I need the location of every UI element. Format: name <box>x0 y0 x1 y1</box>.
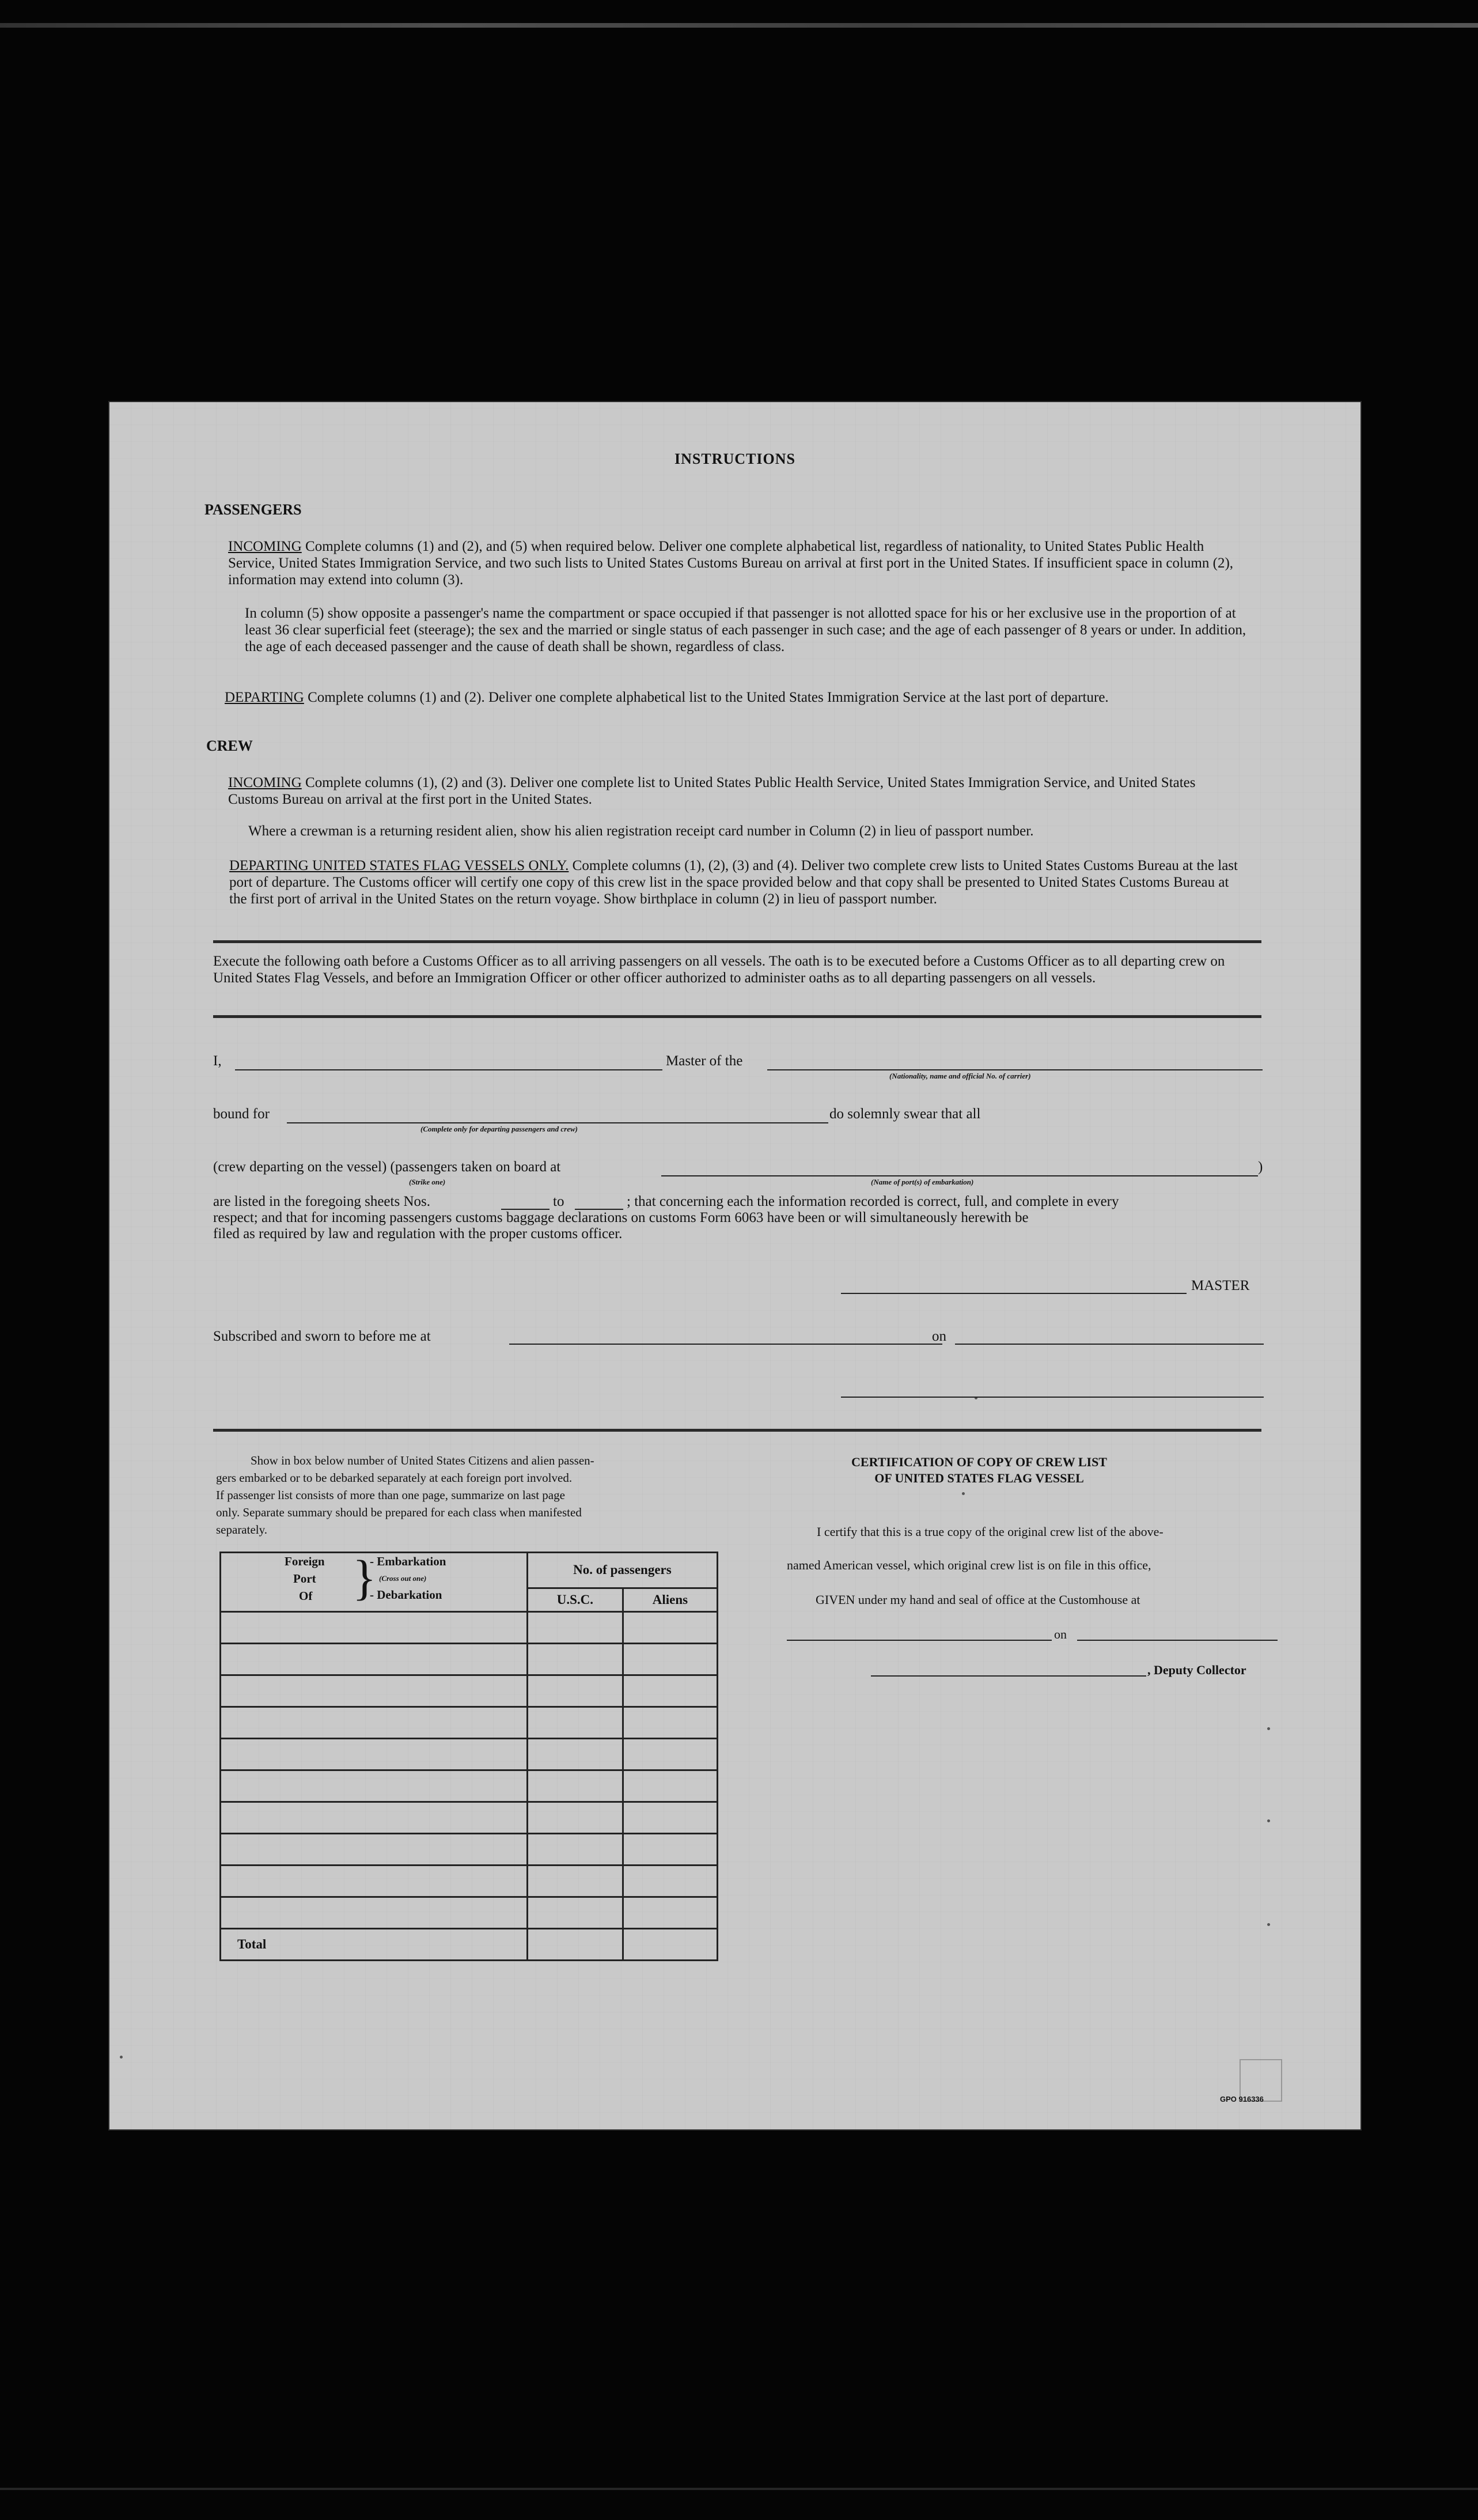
speck <box>962 1492 965 1495</box>
crew-heading: CREW <box>206 737 253 754</box>
oath-master-of-label: Master of the <box>666 1053 743 1069</box>
deputy-collector-label: , Deputy Collector <box>1147 1663 1246 1677</box>
customhouse-field[interactable] <box>787 1640 1052 1641</box>
aliens-cell[interactable] <box>623 1739 717 1770</box>
crew-resident-paragraph: Where a crewman is a returning resident alien, show his alien registration receipt card number in Column (2) in lieu of passport number. <box>248 823 1034 839</box>
total-label: Total <box>221 1929 528 1961</box>
total-usc-cell[interactable] <box>527 1929 623 1961</box>
listed-sheets-label: are listed in the foregoing sheets Nos. <box>213 1194 430 1209</box>
port-cell[interactable] <box>221 1644 528 1675</box>
port-cell[interactable] <box>221 1834 528 1866</box>
divider-rule <box>213 1429 1261 1432</box>
summary-instructions <box>216 1452 723 1538</box>
listed-text-2: respect; and that for incoming passengers customs baggage declarations on customs Form 6063 have been or will simultaneously herewith be <box>213 1210 1029 1225</box>
crew-departing-text: (crew departing on the vessel) (passengers taken on board at <box>213 1159 561 1175</box>
certification-date-field[interactable] <box>1077 1640 1278 1641</box>
usc-cell[interactable] <box>527 1739 623 1770</box>
oath-i-label: I, <box>213 1053 222 1069</box>
passengers-departing-paragraph <box>225 689 1248 706</box>
passengers-incoming-paragraph <box>228 538 1248 588</box>
aliens-cell[interactable] <box>623 1866 717 1897</box>
passengers-incoming-label: INCOMING <box>228 539 302 554</box>
usc-cell[interactable] <box>527 1770 623 1802</box>
footer-code: GPO 916336 <box>1220 2095 1264 2103</box>
divider-rule <box>213 940 1261 943</box>
aliens-cell[interactable] <box>623 1612 717 1644</box>
summary-line: If passenger list consists of more than one page, summarize on last page <box>216 1488 565 1502</box>
document-page <box>109 402 1360 2129</box>
usc-cell[interactable] <box>527 1802 623 1834</box>
aliens-cell[interactable] <box>623 1834 717 1866</box>
certification-title-line: OF UNITED STATES FLAG VESSEL <box>874 1471 1084 1485</box>
speck <box>975 1397 977 1399</box>
debarkation-label: - Debarkation <box>370 1588 442 1602</box>
certification-title-line: CERTIFICATION OF COPY OF CREW LIST <box>851 1455 1107 1469</box>
summary-line: gers embarked or to be debarked separately at each foreign port involved. <box>216 1471 573 1485</box>
certification-line-2: named American vessel, which original crew list is on file in this office, <box>787 1558 1151 1572</box>
aliens-cell[interactable] <box>623 1770 717 1802</box>
port-label: Port <box>293 1572 316 1586</box>
usc-cell[interactable] <box>527 1612 623 1644</box>
port-note: (Name of port(s) of embarkation) <box>871 1178 974 1186</box>
strike-one-note: (Strike one) <box>409 1178 446 1186</box>
usc-cell[interactable] <box>527 1834 623 1866</box>
passenger-summary-table <box>219 1552 718 1961</box>
usc-cell[interactable] <box>527 1897 623 1929</box>
master-name-field[interactable] <box>235 1069 662 1070</box>
of-label: Of <box>299 1589 313 1603</box>
aliens-cell[interactable] <box>623 1897 717 1929</box>
foreign-label: Foreign <box>285 1554 325 1568</box>
film-edge-bottom <box>0 2488 1478 2490</box>
aliens-cell[interactable] <box>623 1675 717 1707</box>
port-cell[interactable] <box>221 1612 528 1644</box>
film-edge <box>0 23 1478 28</box>
close-paren: ) <box>1258 1159 1263 1175</box>
passengers-incoming-text: Complete columns (1) and (2), and (5) when required below. Deliver one complete alphabetical list, regardless of nationality, to United States Public Health Service, United States Immigration Service, and two such lists to United States Customs Bureau on arrival at first port in the United States. If insufficient space in column (2), information may extend into column (3). <box>228 539 1234 588</box>
certification-line-1: I certify that this is a true copy of the original crew list of the above- <box>817 1524 1164 1539</box>
certification-line-3: GIVEN under my hand and seal of office at the Customhouse at <box>816 1592 1140 1607</box>
passengers-heading: PASSENGERS <box>204 501 302 518</box>
usc-cell[interactable] <box>527 1866 623 1897</box>
brace-glyph: } <box>353 1550 377 1605</box>
crew-incoming-text: Complete columns (1), (2) and (3). Deliver one complete list to United States Public Health Service, United States Immigration Service, and United States Customs Bureau on arrival at the first port in the United States. <box>228 775 1196 807</box>
page-title: INSTRUCTIONS <box>674 451 795 467</box>
summary-line: Show in box below number of United States Citizens and alien passen- <box>251 1454 594 1467</box>
speck <box>120 2056 123 2059</box>
no-passengers-header: No. of passengers <box>527 1553 717 1588</box>
port-cell[interactable] <box>221 1866 528 1897</box>
crew-departing-text: Complete columns (1), (2), (3) and (4). Deliver two complete crew lists to United States Customs Bureau at the last port of departure. The Customs officer will certify one copy of this crew list in the space provided below and that copy shall be presented to United States Customs Bureau at the first port of arrival in the United States on the return voyage. Show birthplace in column (2) in lieu of passport number. <box>229 858 1238 907</box>
carrier-field[interactable] <box>767 1069 1263 1070</box>
port-cell[interactable] <box>221 1897 528 1929</box>
divider-rule <box>213 1015 1261 1018</box>
embarkation-port-field[interactable] <box>661 1175 1258 1176</box>
total-aliens-cell[interactable] <box>623 1929 717 1961</box>
port-cell[interactable] <box>221 1675 528 1707</box>
aliens-cell[interactable] <box>623 1644 717 1675</box>
passengers-departing-text: Complete columns (1) and (2). Deliver one complete alphabetical list to the United States Immigration Service at the last port of departure. <box>308 690 1109 705</box>
deputy-signature-field[interactable] <box>871 1675 1146 1677</box>
usc-cell[interactable] <box>527 1644 623 1675</box>
port-cell[interactable] <box>221 1707 528 1739</box>
speck <box>1267 1727 1270 1730</box>
crew-incoming-label: INCOMING <box>228 775 302 790</box>
crew-departing-label: DEPARTING UNITED STATES FLAG VESSELS ONLY. <box>229 858 569 873</box>
swear-text: do solemnly swear that all <box>829 1106 981 1122</box>
execute-oath-paragraph: Execute the following oath before a Customs Officer as to all arriving passengers on all vessels. The oath is to be executed before a Customs Officer as to all departing crew on United States Flag Vessels, and before an Immigration Officer or other officer authorized to administer oaths as to all departing passengers on all vessels. <box>213 953 1225 986</box>
certification-title <box>778 1454 1181 1486</box>
master-signature-field[interactable] <box>841 1293 1187 1294</box>
summary-line: only. Separate summary should be prepared for each class when manifested <box>216 1505 582 1519</box>
usc-cell[interactable] <box>527 1675 623 1707</box>
bound-for-field[interactable] <box>287 1122 828 1123</box>
master-label: MASTER <box>1191 1278 1250 1293</box>
passengers-column5-paragraph: In column (5) show opposite a passenger's name the compartment or space occupied if that passenger is not allotted space for his or her exclusive use in the proportion of at least 36 clear superficial feet (steerage); the sex and the married or single status of each passenger in such case; and the age of each passenger of 8 years or under. In addition, the age of each deceased passenger and the cause of death shall be shown, regardless of class. <box>245 606 1246 654</box>
sworn-place-field[interactable] <box>509 1344 942 1345</box>
crew-incoming-paragraph <box>228 774 1248 808</box>
port-cell[interactable] <box>221 1770 528 1802</box>
sworn-on-label: on <box>932 1329 946 1344</box>
bound-for-label: bound for <box>213 1106 270 1122</box>
certification-on-label: on <box>1054 1627 1067 1641</box>
summary-line: separately. <box>216 1523 268 1537</box>
embarkation-label: - Embarkation <box>370 1554 446 1568</box>
bound-for-note: (Complete only for departing passengers and crew) <box>420 1125 578 1133</box>
subscribed-label: Subscribed and sworn to before me at <box>213 1329 431 1344</box>
usc-cell[interactable] <box>527 1707 623 1739</box>
listed-to-label: to <box>553 1194 564 1209</box>
speck <box>1267 1819 1270 1822</box>
crew-departing-paragraph <box>229 857 1249 907</box>
speck <box>1267 1923 1270 1926</box>
listed-text-1: ; that concerning each the information recorded is correct, full, and complete in every <box>627 1194 1119 1209</box>
officer-signature-field[interactable] <box>841 1397 1264 1398</box>
passengers-departing-label: DEPARTING <box>225 690 304 705</box>
listed-text-3: filed as required by law and regulation with the proper customs officer. <box>213 1226 623 1242</box>
aliens-cell[interactable] <box>623 1707 717 1739</box>
usc-header: U.S.C. <box>527 1588 623 1611</box>
aliens-cell[interactable] <box>623 1802 717 1834</box>
port-cell[interactable] <box>221 1802 528 1834</box>
port-cell[interactable] <box>221 1739 528 1770</box>
foreign-port-header <box>221 1550 528 1612</box>
aliens-header: Aliens <box>623 1588 717 1611</box>
sworn-date-field[interactable] <box>955 1344 1264 1345</box>
carrier-note: (Nationality, name and official No. of carrier) <box>889 1072 1031 1080</box>
cross-out-note: (Cross out one) <box>379 1574 427 1583</box>
